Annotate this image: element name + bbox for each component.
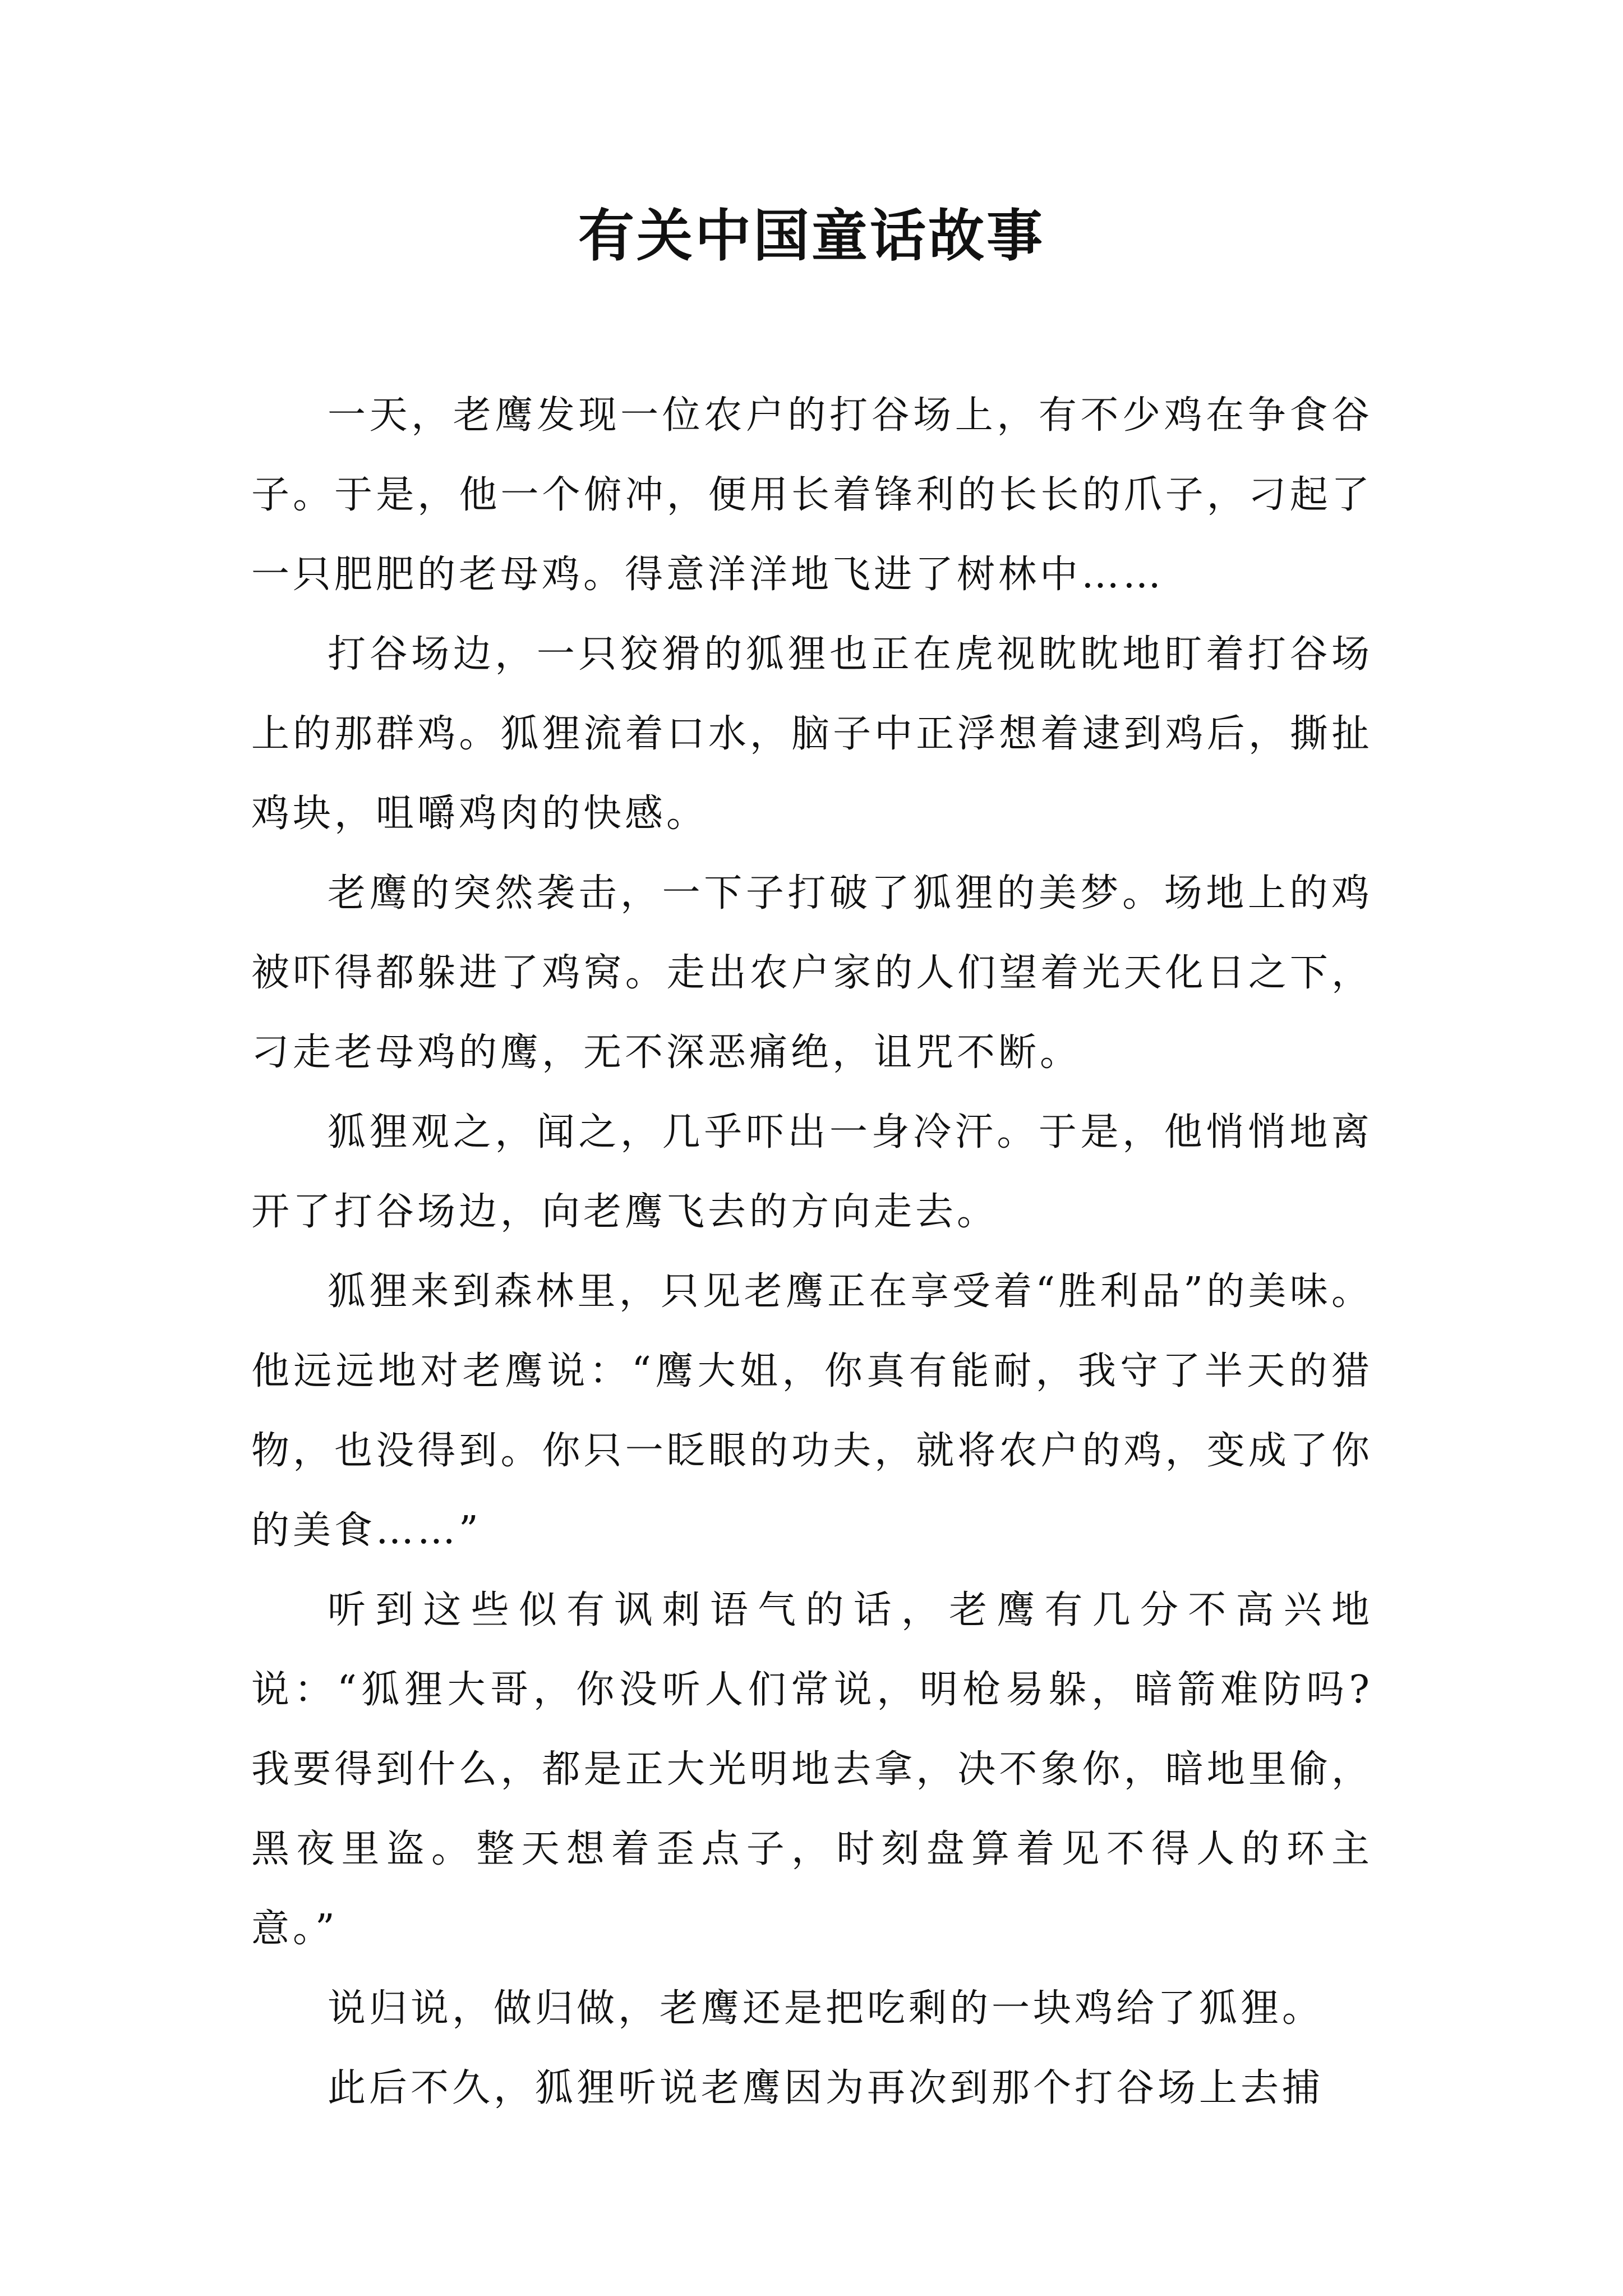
paragraph-7: 说归说，做归做，老鹰还是把吃剩的一块鸡给了狐狸。 xyxy=(328,1986,1324,2031)
paragraph-1: 一天，老鹰发现一位农户的打谷场上，有不少鸡在争食谷子。于是，他一个俯冲，便用长着锋利的长长的爪子，刁起了一只肥肥的老母鸡。得意洋洋地飞进了树林中…… xyxy=(251,393,1373,597)
document-title: 有关中国童话故事 xyxy=(578,203,1045,269)
paragraph-8: 此后不久，狐狸听说老鹰因为再次到那个打谷场上去捕 xyxy=(328,2066,1324,2110)
paragraph-4: 狐狸观之，闻之，几乎吓出一身冷汗。于是，他悄悄地离开了打谷场边，向老鹰飞去的方向走去。 xyxy=(251,1110,1373,1234)
paragraph-5: 狐狸来到森林里，只见老鹰正在享受着“胜利品”的美味。他远远地对老鹰说：“鹰大姐，你真有能耐，我守了半天的猎物，也没得到。你只一眨眼的功夫，就将农户的鸡，变成了你的美食……” xyxy=(251,1269,1373,1553)
paragraph-6: 听到这些似有讽刺语气的话，老鹰有几分不高兴地说：“狐狸大哥，你没听人们常说，明枪易躲，暗箭难防吗?我要得到什么，都是正大光明地去拿，决不象你，暗地里偷，黑夜里盗。整天想着歪点子，时刻盘算着见不得人的环主意。” xyxy=(251,1588,1373,1951)
document-body xyxy=(251,376,1373,2128)
paragraph-3: 老鹰的突然袭击，一下子打破了狐狸的美梦。场地上的鸡被吓得都躲进了鸡窝。走出农户家的人们望着光天化日之下，刁走老母鸡的鹰，无不深恶痛绝，诅咒不断。 xyxy=(251,871,1373,1075)
paragraph-2: 打谷场边，一只狡猾的狐狸也正在虎视眈眈地盯着打谷场上的那群鸡。狐狸流着口水，脑子中正浮想着逮到鸡后，撕扯鸡块，咀嚼鸡肉的快感。 xyxy=(251,632,1373,836)
